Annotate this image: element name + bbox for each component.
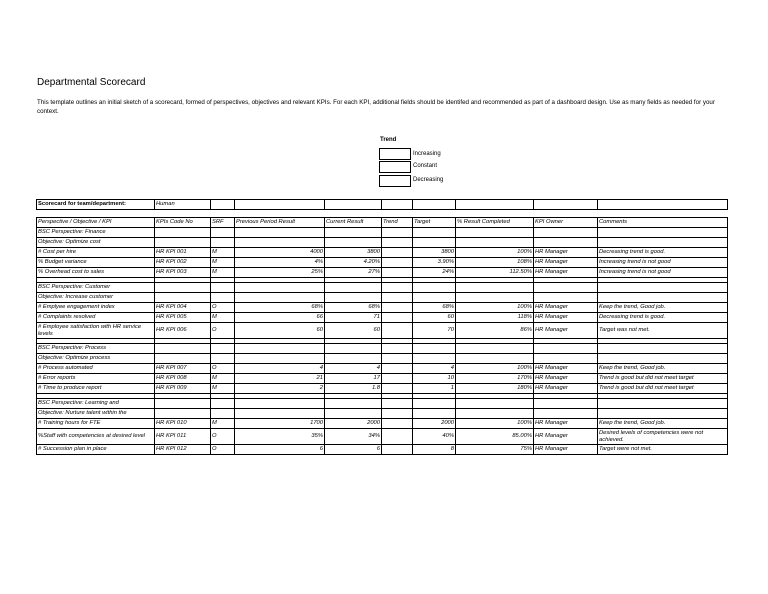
empty-cell xyxy=(155,344,211,354)
empty-cell xyxy=(598,409,728,419)
target: 4 xyxy=(413,364,456,374)
empty-cell xyxy=(382,354,413,364)
column-header: Current Result xyxy=(325,218,382,228)
table-row xyxy=(37,258,728,268)
previous-result: 60 xyxy=(235,323,325,339)
kpi-owner: HR Manager xyxy=(534,364,598,374)
result-completed: 100% xyxy=(456,303,534,313)
empty-cell xyxy=(325,228,382,238)
scorecard-header-table xyxy=(36,199,728,210)
srf: M xyxy=(211,313,235,323)
trend-decreasing-label: Decreasing xyxy=(413,177,444,183)
kpi-name: %Staff with competencies at desired level xyxy=(37,429,155,445)
result-completed: 100% xyxy=(456,364,534,374)
kpi-name: # Error reports xyxy=(37,374,155,384)
current-result: 3800 xyxy=(325,248,382,258)
comment: Trend is good but did not meet target xyxy=(598,384,728,394)
trend xyxy=(382,248,413,258)
empty-cell xyxy=(456,283,534,293)
empty-cell xyxy=(413,344,456,354)
kpi-owner: HR Manager xyxy=(534,445,598,455)
comment: Target were not met. xyxy=(598,445,728,455)
empty-cell xyxy=(235,238,325,248)
empty-cell xyxy=(325,238,382,248)
srf: O xyxy=(211,445,235,455)
table-row xyxy=(37,268,728,278)
result-completed: 100% xyxy=(456,248,534,258)
previous-result: 2 xyxy=(235,384,325,394)
result-completed: 118% xyxy=(456,313,534,323)
empty-cell xyxy=(235,344,325,354)
comment: Decreasing trend is good. xyxy=(598,248,728,258)
kpi-owner: HR Manager xyxy=(534,384,598,394)
empty-cell xyxy=(534,283,598,293)
empty-cell xyxy=(413,238,456,248)
previous-result: 4000 xyxy=(235,248,325,258)
empty-cell xyxy=(211,293,235,303)
empty-cell xyxy=(382,228,413,238)
kpi-owner: HR Manager xyxy=(534,323,598,339)
kpi-code: HR KPI 002 xyxy=(155,258,211,268)
current-result: 6 xyxy=(325,445,382,455)
empty-cell xyxy=(382,283,413,293)
target: 8 xyxy=(413,445,456,455)
target: 3.90% xyxy=(413,258,456,268)
kpi-name: # Complaints resolved xyxy=(37,313,155,323)
intro-text: This template outlines an initial sketch of a scorecard, formed of perspectives, objectives and relevant KPIs. For each KPI, additional fields should be identifed and recommended as part of a dashboard design. Use as many fields as needed for your context. xyxy=(37,99,715,115)
kpi-owner: HR Manager xyxy=(534,419,598,429)
empty-cell xyxy=(211,238,235,248)
kpi-owner: HR Manager xyxy=(534,303,598,313)
result-completed: 112.50% xyxy=(456,268,534,278)
trend xyxy=(382,364,413,374)
result-completed: 85.00% xyxy=(456,429,534,445)
trend xyxy=(382,374,413,384)
empty-cell xyxy=(598,344,728,354)
empty-cell xyxy=(211,399,235,409)
perspective-heading: BSC Perspective: Process xyxy=(37,344,155,354)
trend xyxy=(382,419,413,429)
empty-cell xyxy=(598,228,728,238)
empty-cell xyxy=(235,354,325,364)
empty-cell xyxy=(325,344,382,354)
table-row xyxy=(37,374,728,384)
target: 70 xyxy=(413,323,456,339)
empty-cell xyxy=(456,238,534,248)
column-header: % Result Completed xyxy=(456,218,534,228)
kpi-code: HR KPI 003 xyxy=(155,268,211,278)
empty-cell xyxy=(456,409,534,419)
page-title: Departmental Scorecard xyxy=(37,77,146,88)
kpi-code: HR KPI 004 xyxy=(155,303,211,313)
current-result: 68% xyxy=(325,303,382,313)
srf: M xyxy=(211,384,235,394)
trend xyxy=(382,313,413,323)
empty-cell xyxy=(325,409,382,419)
comment: Increasing trend is not good xyxy=(598,258,728,268)
current-result: 4 xyxy=(325,364,382,374)
srf: M xyxy=(211,419,235,429)
empty-cell xyxy=(534,344,598,354)
kpi-owner: HR Manager xyxy=(534,258,598,268)
empty-cell xyxy=(235,409,325,419)
table-row xyxy=(37,364,728,374)
kpi-name: # Process automated xyxy=(37,364,155,374)
table-row xyxy=(37,429,728,445)
objective-heading: Objective: Optimize cost xyxy=(37,238,155,248)
table-row xyxy=(37,313,728,323)
trend-constant-label: Constant xyxy=(413,163,438,169)
empty-cell xyxy=(598,293,728,303)
column-header: Target xyxy=(413,218,456,228)
previous-result: 68% xyxy=(235,303,325,313)
empty-cell xyxy=(382,409,413,419)
kpi-name: # Emplyee engagement index xyxy=(37,303,155,313)
scorecard-value: Human xyxy=(155,200,211,210)
previous-result: 6 xyxy=(235,445,325,455)
kpi-owner: HR Manager xyxy=(534,248,598,258)
trend xyxy=(382,303,413,313)
kpi-name: # Succession plan in place xyxy=(37,445,155,455)
previous-result: 4% xyxy=(235,258,325,268)
scorecard-label: Scorecard for team/department: xyxy=(37,200,155,210)
srf: M xyxy=(211,374,235,384)
kpi-code: HR KPI 005 xyxy=(155,313,211,323)
srf: O xyxy=(211,303,235,313)
perspective-heading: BSC Perspective: Learning and xyxy=(37,399,155,409)
empty-cell xyxy=(598,238,728,248)
trend xyxy=(382,258,413,268)
srf: M xyxy=(211,248,235,258)
srf: M xyxy=(211,258,235,268)
empty-cell xyxy=(456,228,534,238)
empty-cell xyxy=(598,399,728,409)
current-result: 34% xyxy=(325,429,382,445)
empty-cell xyxy=(534,354,598,364)
result-completed: 180% xyxy=(456,384,534,394)
kpi-code: HR KPI 009 xyxy=(155,384,211,394)
empty-cell xyxy=(325,354,382,364)
empty-cell xyxy=(534,409,598,419)
empty-cell xyxy=(534,238,598,248)
column-header: SRF xyxy=(211,218,235,228)
column-header: KPIs Code No xyxy=(155,218,211,228)
empty-cell xyxy=(534,399,598,409)
empty-cell xyxy=(211,283,235,293)
result-completed: 170% xyxy=(456,374,534,384)
kpi-name: # Cost per hire xyxy=(37,248,155,258)
current-result: 2000 xyxy=(325,419,382,429)
kpi-code: HR KPI 012 xyxy=(155,445,211,455)
column-header: KPI Owner xyxy=(534,218,598,228)
empty-cell xyxy=(211,228,235,238)
table-row xyxy=(37,248,728,258)
current-result: 27% xyxy=(325,268,382,278)
empty-cell xyxy=(325,399,382,409)
target: 24% xyxy=(413,268,456,278)
previous-result: 4 xyxy=(235,364,325,374)
empty-cell xyxy=(155,238,211,248)
table-row xyxy=(37,323,728,339)
empty-cell xyxy=(598,354,728,364)
empty-cell xyxy=(155,293,211,303)
objective-heading: Objective: Increase customer xyxy=(37,293,155,303)
table-row xyxy=(37,384,728,394)
srf: O xyxy=(211,429,235,445)
kpi-code: HR KPI 011 xyxy=(155,429,211,445)
empty-cell xyxy=(413,293,456,303)
comment: Decreasing trend is good. xyxy=(598,313,728,323)
empty-cell xyxy=(413,283,456,293)
current-result: 71 xyxy=(325,313,382,323)
empty-cell xyxy=(235,293,325,303)
result-completed: 75% xyxy=(456,445,534,455)
comment: Keep the trend, Good job. xyxy=(598,419,728,429)
kpi-name: % Overhead cost to sales xyxy=(37,268,155,278)
empty-cell xyxy=(382,293,413,303)
empty-cell xyxy=(413,399,456,409)
kpi-owner: HR Manager xyxy=(534,374,598,384)
table-row xyxy=(37,419,728,429)
comment: Keep the trend, Good job. xyxy=(598,364,728,374)
empty-cell xyxy=(155,354,211,364)
trend-decreasing-swatch xyxy=(379,175,411,187)
empty-cell xyxy=(456,293,534,303)
table-row xyxy=(37,303,728,313)
empty-cell xyxy=(235,399,325,409)
empty-cell xyxy=(382,399,413,409)
comment: Trend is good but did not meet target xyxy=(598,374,728,384)
comment: Desired levels of competencies were not achieved. xyxy=(598,429,728,445)
empty-cell xyxy=(598,283,728,293)
trend xyxy=(382,268,413,278)
empty-cell xyxy=(325,293,382,303)
target: 60 xyxy=(413,313,456,323)
previous-result: 66 xyxy=(235,313,325,323)
empty-cell xyxy=(413,228,456,238)
result-completed: 100% xyxy=(456,419,534,429)
empty-cell xyxy=(235,283,325,293)
trend xyxy=(382,323,413,339)
empty-cell xyxy=(534,228,598,238)
kpi-name: # Employee satisfaction with HR service levels xyxy=(37,323,155,339)
column-header: Trend xyxy=(382,218,413,228)
comment: Target was not met. xyxy=(598,323,728,339)
empty-cell xyxy=(382,344,413,354)
kpi-code: HR KPI 007 xyxy=(155,364,211,374)
empty-cell xyxy=(382,238,413,248)
empty-cell xyxy=(456,344,534,354)
target: 68% xyxy=(413,303,456,313)
trend xyxy=(382,384,413,394)
kpi-code: HR KPI 008 xyxy=(155,374,211,384)
previous-result: 25% xyxy=(235,268,325,278)
srf: O xyxy=(211,323,235,339)
previous-result: 21 xyxy=(235,374,325,384)
trend-increasing-swatch xyxy=(379,148,411,160)
current-result: 60 xyxy=(325,323,382,339)
kpi-name: # Training hours for FTE xyxy=(37,419,155,429)
comment: Keep the trend, Good job. xyxy=(598,303,728,313)
empty-cell xyxy=(155,283,211,293)
trend-constant-swatch xyxy=(379,161,411,173)
empty-cell xyxy=(413,354,456,364)
trend-legend-title: Trend xyxy=(380,137,397,143)
target: 40% xyxy=(413,429,456,445)
kpi-name: % Budget variance xyxy=(37,258,155,268)
column-header: Previous Period Result xyxy=(235,218,325,228)
kpi-name: # Time to produce report xyxy=(37,384,155,394)
empty-cell xyxy=(211,344,235,354)
empty-cell xyxy=(155,399,211,409)
kpi-owner: HR Manager xyxy=(534,268,598,278)
perspective-heading: BSC Perspective: Customer xyxy=(37,283,155,293)
previous-result: 35% xyxy=(235,429,325,445)
target: 10 xyxy=(413,374,456,384)
target: 2000 xyxy=(413,419,456,429)
column-header: Perspective / Objective / KPI xyxy=(37,218,155,228)
empty-cell xyxy=(456,399,534,409)
target: 3800 xyxy=(413,248,456,258)
current-result: 17 xyxy=(325,374,382,384)
objective-heading: Objective: Optimize process xyxy=(37,354,155,364)
table-row xyxy=(37,445,728,455)
current-result: 1.8 xyxy=(325,384,382,394)
empty-cell xyxy=(235,228,325,238)
trend xyxy=(382,429,413,445)
result-completed: 86% xyxy=(456,323,534,339)
current-result: 4.20% xyxy=(325,258,382,268)
empty-cell xyxy=(211,409,235,419)
kpi-owner: HR Manager xyxy=(534,313,598,323)
trend xyxy=(382,445,413,455)
kpi-code: HR KPI 001 xyxy=(155,248,211,258)
empty-cell xyxy=(211,354,235,364)
kpi-code: HR KPI 010 xyxy=(155,419,211,429)
kpi-code: HR KPI 006 xyxy=(155,323,211,339)
empty-cell xyxy=(534,293,598,303)
objective-heading: Objective: Nurture talent within the xyxy=(37,409,155,419)
kpi-table xyxy=(36,217,728,455)
empty-cell xyxy=(155,228,211,238)
kpi-owner: HR Manager xyxy=(534,429,598,445)
comment: Increasing trend is not good xyxy=(598,268,728,278)
empty-cell xyxy=(413,409,456,419)
srf: O xyxy=(211,364,235,374)
empty-cell xyxy=(155,409,211,419)
trend-increasing-label: Increasing xyxy=(413,151,441,157)
perspective-heading: BSC Perspective: Finance xyxy=(37,228,155,238)
empty-cell xyxy=(325,283,382,293)
previous-result: 1700 xyxy=(235,419,325,429)
srf: M xyxy=(211,268,235,278)
result-completed: 108% xyxy=(456,258,534,268)
target: 1 xyxy=(413,384,456,394)
empty-cell xyxy=(456,354,534,364)
column-header: Comments xyxy=(598,218,728,228)
